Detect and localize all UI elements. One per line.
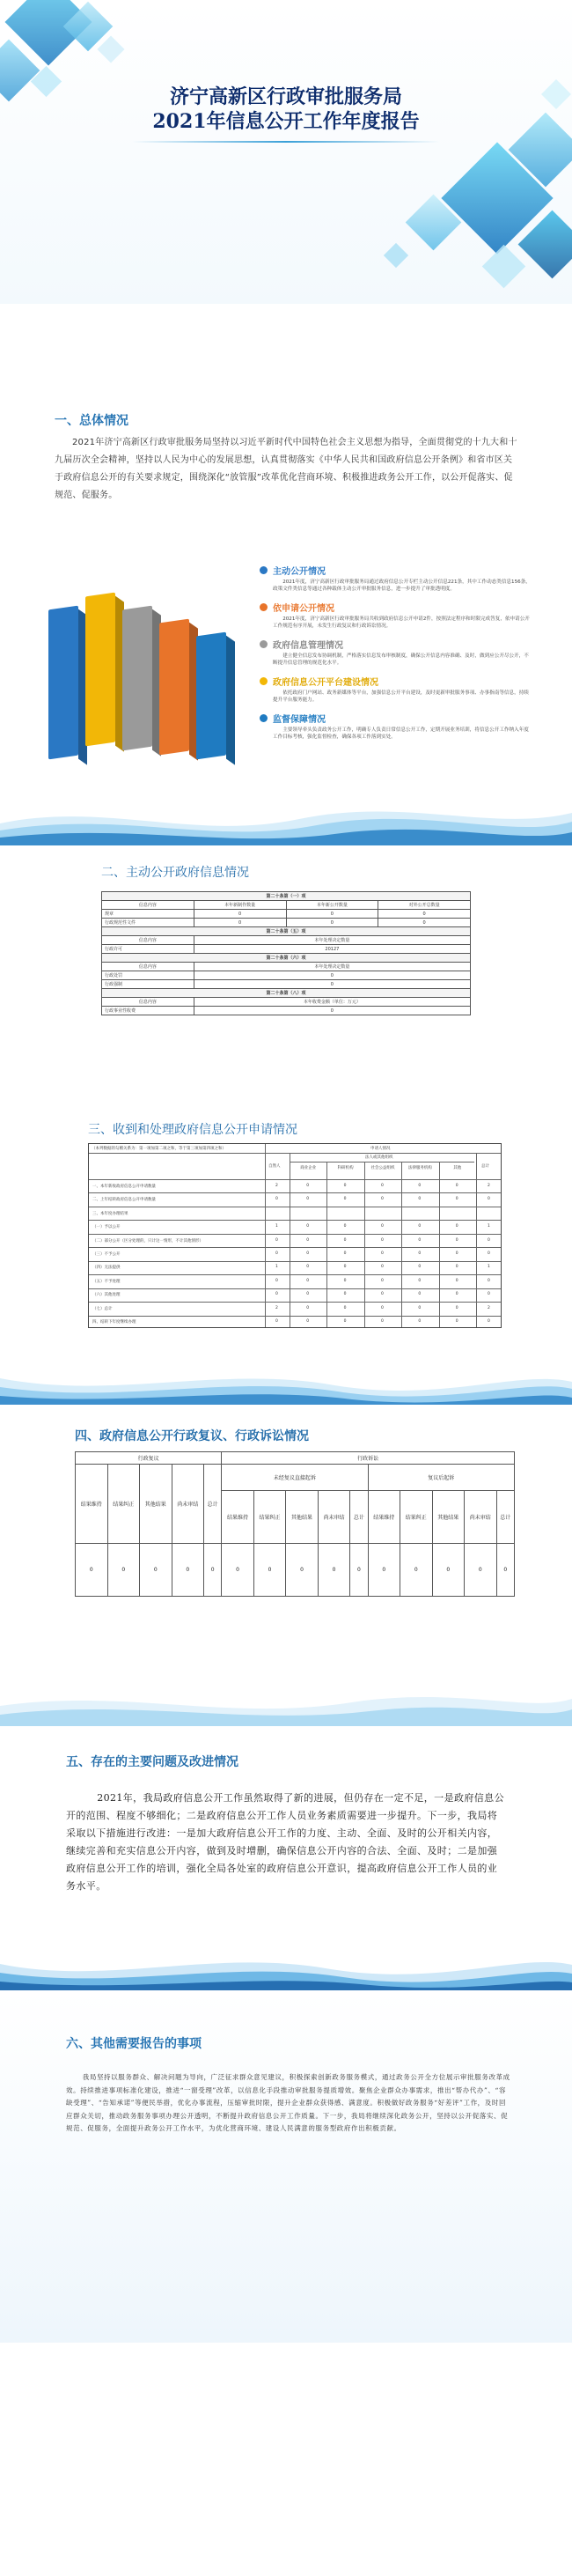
section-1-paragraph: 2021年济宁高新区行政审批服务局坚持以习近平新时代中国特色社会主义思想为指导，全面贯彻党的十九大和十九届历次全会精神，坚持以人民为中心的发展思想，认真贯彻落实《中华人民共和国政府信息公开条例》和省市区关于政府信息公开的有关要求规定，围绕深化“放管服”改革优化营商环境、积极推进政务公开工作，以公开促落实、促规范、促服务。 xyxy=(55,438,517,500)
table-gridline xyxy=(290,1162,474,1163)
title-divider xyxy=(132,141,440,143)
col-header: 结果维持 xyxy=(368,1491,400,1544)
table-cell: 0 xyxy=(381,1278,384,1283)
table-gridline xyxy=(265,1144,266,1327)
infographic-item xyxy=(260,601,532,630)
table-header: 社会公益组织 xyxy=(370,1166,395,1170)
col-header: 总计 xyxy=(350,1491,368,1544)
table-row xyxy=(76,1544,515,1597)
decor-cube xyxy=(482,245,525,288)
table-header: 本年收费金额（单位：万元） xyxy=(194,998,470,1007)
bullet-icon xyxy=(260,603,268,611)
infographic-item xyxy=(260,564,532,593)
table-header: 信息内容 xyxy=(102,901,194,910)
col-header: 总计 xyxy=(496,1491,514,1544)
table-cell: 0 xyxy=(306,1292,310,1297)
col-header: 结果纠正 xyxy=(253,1491,286,1544)
report-header xyxy=(0,0,572,304)
review-litigation-table xyxy=(75,1451,515,1597)
table-header: 科研机构 xyxy=(337,1166,354,1170)
item-text: 依托政府门户网站、政务新媒体等平台，加强信息公开平台建设，及时更新审批服务事项、办事指南等信息，持续提升平台服务能力。 xyxy=(273,690,529,703)
table-cell: 0 xyxy=(381,1183,384,1188)
section-4-title: 四、政府信息公开行政复议、行政诉讼情况 xyxy=(75,1429,309,1443)
table-row-label: 四、结转下年度继续办理 xyxy=(92,1320,136,1325)
section-1-title: 一、总体情况 xyxy=(55,414,128,428)
section-other-matters xyxy=(0,1990,572,2343)
table-cell: 0 xyxy=(381,1265,384,1270)
bullet-icon xyxy=(260,566,268,574)
table-row-label: 二、上年结转政府信息公开申请数量 xyxy=(92,1198,156,1203)
group-header: 行政诉讼 xyxy=(222,1452,515,1465)
table-row xyxy=(102,945,471,954)
table-cell: 0 xyxy=(286,919,378,927)
wave-graphic xyxy=(0,1687,572,1726)
section-5-paragraph: 2021年，我局政府信息公开工作虽然取得了新的进展，但仍存在一定不足，一是政府信息公开的范围、程度不够细化；二是政府信息公开工作人员业务素质需要进一步提升。下一步，我局将采取以下措施进行改进：一是加大政府信息公开工作的力度、主动、全面、及时的公开相关内容，继续完善和充实信息公开内容，做到及时增删，确保信息公开内容的合法、全面、及时；二是加强政府信息公开工作的培训，强化全局各处室的政府信息公开意识，提高政府信息公开工作人员的业务水平。 xyxy=(66,1792,504,1892)
table-gridline xyxy=(326,1162,327,1327)
table-cell: 0 xyxy=(455,1183,458,1188)
section-overview xyxy=(0,304,572,542)
table-header: 其他 xyxy=(453,1166,462,1170)
table-caption: 第二十条第（六）项 xyxy=(102,954,471,963)
sub-group-header: 未经复议直接起诉 xyxy=(222,1465,368,1491)
table-cell: 0 xyxy=(418,1237,422,1243)
table-row-label: 一、本年新收政府信息公开申请数量 xyxy=(92,1184,156,1189)
table-cell: 0 xyxy=(455,1278,458,1283)
section-6-title: 六、其他需要报告的事项 xyxy=(66,2037,202,2051)
table-row-label: （四）无法提供 xyxy=(92,1266,121,1271)
table-header-note: （本列数据的勾稽关系为：第一项加第二项之和，等于第三项加第四项之和） xyxy=(92,1147,226,1151)
bullet-icon xyxy=(260,677,268,685)
item-title: 政府信息公开平台建设情况 xyxy=(273,678,378,688)
table-row-label: 三、本年度办理结果 xyxy=(92,1211,128,1216)
table-cell: 0 xyxy=(381,1197,384,1202)
table-cell: 0 xyxy=(204,1544,222,1597)
table-header: 总计 xyxy=(481,1164,489,1169)
item-text: 建立健全信息发布协调机制，严格落实信息发布审核制度，确保公开信息内容准确、及时，做到应公开尽公开，不断提升信息管理的规范化水平。 xyxy=(273,653,529,666)
decor-cube xyxy=(97,35,124,63)
section-5-title: 五、存在的主要问题及改进情况 xyxy=(66,1755,238,1769)
table-row xyxy=(102,971,471,980)
title-line-2: 2021年信息公开工作年度报告 xyxy=(152,110,420,133)
table-cell: 0 xyxy=(253,1544,286,1597)
table-row xyxy=(102,919,471,927)
infographic-list xyxy=(260,564,532,749)
table-header: 法人或其他组织 xyxy=(365,1155,393,1160)
table-row xyxy=(102,1007,471,1015)
table-gridline xyxy=(401,1162,402,1327)
table-header: 本年处理决定数量 xyxy=(194,936,470,945)
table-gridline xyxy=(439,1162,440,1327)
table-row-label: （二）部分公开（区分处理的，只计这一情形，不计其他情形） xyxy=(92,1238,203,1244)
section-active-disclosure xyxy=(0,845,572,1110)
col-header: 尚未审结 xyxy=(465,1491,497,1544)
infographic-bars xyxy=(48,559,238,771)
table-cell: 2 xyxy=(275,1305,278,1310)
table-cell: 行政强制 xyxy=(102,980,194,989)
table-cell: 0 xyxy=(343,1237,347,1243)
table-cell: 0 xyxy=(343,1278,347,1283)
table-row-label: （三）不予公开 xyxy=(92,1252,121,1257)
table-cell: 0 xyxy=(418,1265,422,1270)
col-header: 尚未审结 xyxy=(318,1491,350,1544)
group-header: 行政复议 xyxy=(76,1452,222,1465)
section-applications xyxy=(0,1110,572,1361)
table-cell: 0 xyxy=(275,1237,278,1243)
table-cell: 0 xyxy=(455,1319,458,1325)
table-cell: 0 xyxy=(455,1197,458,1202)
table-cell: 0 xyxy=(400,1544,433,1597)
table-cell: 0 xyxy=(378,910,471,919)
bar-yellow xyxy=(85,593,115,747)
bullet-icon xyxy=(260,714,268,722)
table-cell: 0 xyxy=(343,1224,347,1229)
table-caption: 第二十条第（五）项 xyxy=(102,927,471,936)
table-cell: 0 xyxy=(455,1251,458,1256)
table-cell: 0 xyxy=(222,1544,254,1597)
table-cell: 0 xyxy=(381,1305,384,1310)
infographic-item xyxy=(260,675,532,704)
wave-divider xyxy=(0,1361,572,1405)
col-header: 其他结果 xyxy=(432,1491,465,1544)
item-title: 依申请公开情况 xyxy=(273,604,334,614)
table-cell: 1 xyxy=(275,1224,278,1229)
item-text: 2021年度，济宁高新区行政审批服务局通过政府信息公开专栏主动公开信息221条，其中工作动态类信息156条，政策文件类信息等通过各种载体主动公开审批服务信息，进一步提升了审批透明度。 xyxy=(273,579,531,592)
table-cell: 0 xyxy=(343,1292,347,1297)
table-row-label: （一）予以公开 xyxy=(92,1225,121,1230)
wave-graphic xyxy=(0,797,572,845)
table-cell: 0 xyxy=(381,1319,384,1325)
table-cell: 行政许可 xyxy=(102,945,194,954)
table-row-label: （六）其他处理 xyxy=(92,1293,121,1298)
table-cell: 0 xyxy=(343,1319,347,1325)
table-cell: 0 xyxy=(381,1224,384,1229)
table-cell: 0 xyxy=(343,1251,347,1256)
table-cell: 0 xyxy=(343,1265,347,1270)
table-cell: 2 xyxy=(275,1183,278,1188)
table-cell: 0 xyxy=(418,1197,422,1202)
table-cell: 1 xyxy=(488,1224,490,1229)
table-cell: 0 xyxy=(488,1237,490,1243)
table-cell: 0 xyxy=(306,1237,310,1243)
table-cell: 0 xyxy=(306,1197,310,1202)
table-header: 本年处理决定数量 xyxy=(194,963,470,971)
table-gridline xyxy=(364,1162,365,1327)
bullet-icon xyxy=(260,640,268,648)
item-title: 主动公开情况 xyxy=(273,567,326,577)
table-cell: 0 xyxy=(286,910,378,919)
table-cell: 0 xyxy=(418,1183,422,1188)
table-cell: 0 xyxy=(488,1278,490,1283)
wave-divider xyxy=(0,797,572,845)
table-row xyxy=(102,980,471,989)
table-row xyxy=(102,910,471,919)
table-header: 自然人 xyxy=(268,1164,281,1169)
col-header: 结果维持 xyxy=(222,1491,254,1544)
title-line-1: 济宁高新区行政审批服务局 xyxy=(169,85,402,108)
table-cell: 0 xyxy=(306,1183,310,1188)
col-header: 其他结果 xyxy=(140,1465,172,1544)
sub-group-header: 复议后起诉 xyxy=(368,1465,514,1491)
table-cell: 0 xyxy=(306,1278,310,1283)
table-cell: 0 xyxy=(418,1292,422,1297)
bar-gray xyxy=(122,606,152,751)
table-header: 信息内容 xyxy=(102,936,194,945)
col-header: 其他结果 xyxy=(286,1491,319,1544)
section-problems xyxy=(0,1726,572,1942)
table-caption: 第二十条第（一）项 xyxy=(102,892,471,901)
col-header: 结果纠正 xyxy=(107,1465,140,1544)
table-gridline xyxy=(89,1153,501,1154)
table-header: 对外公开总数量 xyxy=(378,901,471,910)
table-cell: 0 xyxy=(194,910,286,919)
table-cell: 0 xyxy=(381,1237,384,1243)
table-cell: 0 xyxy=(418,1278,422,1283)
table-cell: 0 xyxy=(343,1305,347,1310)
table-cell: 1 xyxy=(275,1265,278,1270)
table-cell: 0 xyxy=(286,1544,319,1597)
col-header: 尚未审结 xyxy=(172,1465,204,1544)
table-row-label: （七）总计 xyxy=(92,1306,113,1311)
table-cell: 20127 xyxy=(194,945,470,954)
active-disclosure-table xyxy=(101,891,471,1015)
col-header: 结果维持 xyxy=(76,1465,108,1544)
table-caption: 第二十条第（八）项 xyxy=(102,989,471,998)
table-cell: 行政处罚 xyxy=(102,971,194,980)
table-cell: 0 xyxy=(418,1305,422,1310)
table-cell: 0 xyxy=(343,1183,347,1188)
table-cell: 0 xyxy=(488,1292,490,1297)
table-cell: 0 xyxy=(306,1319,310,1325)
table-cell: 2 xyxy=(488,1305,490,1310)
table-cell: 0 xyxy=(455,1305,458,1310)
table-header: 商业企业 xyxy=(300,1166,317,1170)
wave-graphic xyxy=(0,1361,572,1405)
section-2-title: 二、主动公开政府信息情况 xyxy=(101,866,249,880)
table-cell: 0 xyxy=(275,1292,278,1297)
table-cell: 0 xyxy=(381,1251,384,1256)
table-cell: 规章 xyxy=(102,910,194,919)
wave-graphic xyxy=(0,1942,572,1990)
table-cell: 0 xyxy=(194,1007,470,1015)
table-cell: 0 xyxy=(172,1544,204,1597)
table-cell: 0 xyxy=(275,1278,278,1283)
table-cell: 0 xyxy=(107,1544,140,1597)
table-cell: 0 xyxy=(455,1224,458,1229)
infographic-item xyxy=(260,712,532,741)
table-cell: 0 xyxy=(275,1197,278,1202)
table-cell: 2 xyxy=(488,1183,490,1188)
table-cell: 0 xyxy=(194,971,470,980)
table-cell: 0 xyxy=(488,1251,490,1256)
table-cell: 0 xyxy=(306,1305,310,1310)
table-cell: 0 xyxy=(76,1544,108,1597)
item-text: 主要领导牵头负责政务公开工作，明确专人负责日常信息公开工作，定期开展业务培训，将信息公开工作纳入年度工作目标考核，强化监督检查，确保各项工作落到实处。 xyxy=(273,727,529,740)
table-header: 信息内容 xyxy=(102,998,194,1007)
table-cell: 0 xyxy=(194,980,470,989)
table-cell: 0 xyxy=(306,1251,310,1256)
applications-table xyxy=(88,1143,502,1328)
report-title xyxy=(0,85,572,134)
table-cell: 0 xyxy=(368,1544,400,1597)
section-3-title: 三、收到和处理政府信息公开申请情况 xyxy=(88,1123,297,1137)
table-header: 申请人情况 xyxy=(370,1147,391,1151)
table-gridline xyxy=(476,1153,477,1327)
table-cell: 行政规范性文件 xyxy=(102,919,194,927)
table-cell: 0 xyxy=(418,1319,422,1325)
infographic-item xyxy=(260,638,532,667)
table-cell: 0 xyxy=(275,1319,278,1325)
table-cell: 0 xyxy=(378,919,471,927)
section-6-paragraph: 我局坚持以服务群众、解决问题为导向，广泛征求群众意见建议，积极探索创新政务服务模式，通过政务公开全方位展示审批服务改革成效。持续推进事项标准化建设，推进“一窗受理”改革，以信息化手段推动审批服务提质增效。聚焦企业群众办事需求，推出“帮办代办”、“容缺受理”、“告知承诺”等便民举措，优化办事流程，压缩审批时限，提升企业群众获得感、满意度。积极做好政务服务“好差评”工作，及时回应群众关切，推动政务服务事项办理公开透明，不断提升政府信息公开工作质量。下一步，我局将继续深化政务公开，坚持以公开促落实、促规范、促服务，全面提升政务公开工作水平，为优化营商环境、建设人民满意的服务型政府作出积极贡献。 xyxy=(66,2073,510,2132)
table-header: 本年新制作数量 xyxy=(194,901,286,910)
table-cell: 0 xyxy=(496,1544,514,1597)
table-cell: 0 xyxy=(275,1251,278,1256)
table-cell: 0 xyxy=(350,1544,368,1597)
table-cell: 0 xyxy=(465,1544,497,1597)
table-cell: 0 xyxy=(418,1224,422,1229)
table-cell: 1 xyxy=(488,1265,490,1270)
bar-orange xyxy=(159,619,189,756)
table-header: 信息内容 xyxy=(102,963,194,971)
table-cell: 0 xyxy=(343,1197,347,1202)
table-cell: 0 xyxy=(418,1251,422,1256)
item-title: 监督保障情况 xyxy=(273,715,326,725)
table-cell: 0 xyxy=(455,1265,458,1270)
table-row-label: （五）不予处理 xyxy=(92,1279,121,1284)
bar-blue-2 xyxy=(196,632,226,760)
table-cell: 0 xyxy=(318,1544,350,1597)
item-text: 2021年度，济宁高新区行政审批服务局共收到政府信息公开申请2件，按照法定程序和时限完成答复，依申请公开工作规范有序开展，未发生行政复议和行政诉讼情况。 xyxy=(273,616,530,629)
table-header: 法律服务机构 xyxy=(407,1166,432,1170)
overview-infographic xyxy=(0,542,572,797)
table-cell: 0 xyxy=(455,1237,458,1243)
table-cell: 0 xyxy=(432,1544,465,1597)
bar-blue xyxy=(48,606,78,760)
table-cell: 0 xyxy=(455,1292,458,1297)
table-cell: 0 xyxy=(488,1197,490,1202)
decor-cube xyxy=(384,243,408,268)
table-cell: 0 xyxy=(306,1224,310,1229)
table-cell: 0 xyxy=(488,1319,490,1325)
table-cell: 0 xyxy=(194,919,286,927)
col-header: 结果纠正 xyxy=(400,1491,433,1544)
section-review-litigation xyxy=(0,1405,572,1687)
wave-divider xyxy=(0,1687,572,1726)
table-cell: 行政事业性收费 xyxy=(102,1007,194,1015)
wave-divider xyxy=(0,1942,572,1990)
table-cell: 0 xyxy=(381,1292,384,1297)
table-cell: 0 xyxy=(306,1265,310,1270)
table-header: 本年新公开数量 xyxy=(286,901,378,910)
col-header: 总计 xyxy=(204,1465,222,1544)
item-title: 政府信息管理情况 xyxy=(273,641,343,651)
table-cell: 0 xyxy=(140,1544,172,1597)
